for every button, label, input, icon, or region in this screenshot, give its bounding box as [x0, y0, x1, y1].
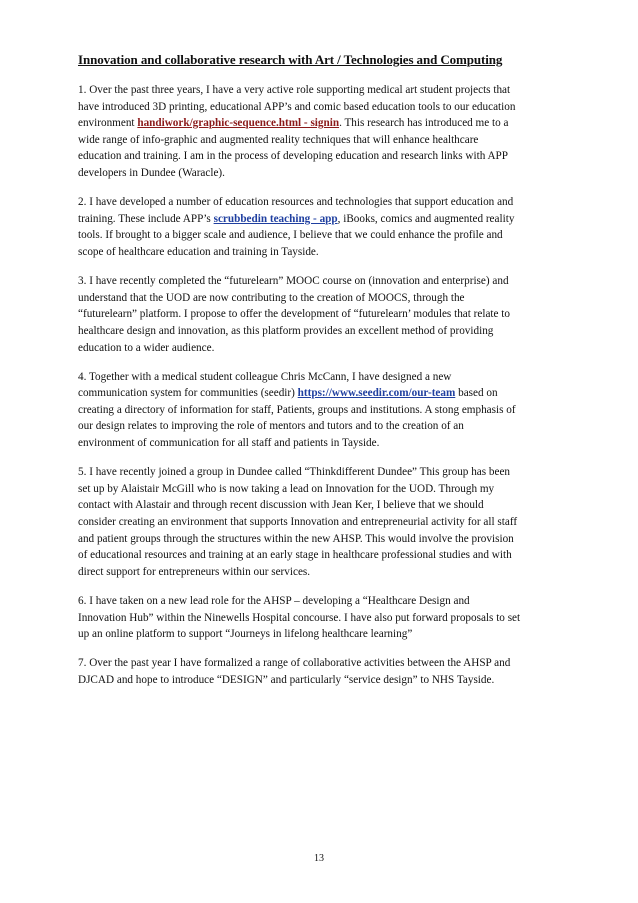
- text-segment: , iBooks, comics and augmented reality: [337, 212, 515, 225]
- text-line: [78, 290, 600, 307]
- text-segment: tools. If brought to a bigger scale and audience, I believe that we could enhance the profile and: [78, 229, 503, 242]
- paragraph-5: [78, 464, 600, 580]
- text-segment: healthcare design and innovation, as this platform provides an excellent method of providing: [78, 324, 494, 337]
- paragraph-1: [78, 82, 600, 182]
- text-segment: 3. I have recently completed the “futurelearn” MOOC course on (innovation and enterprise) and: [78, 275, 509, 288]
- text-line: [78, 194, 600, 211]
- text-line: [78, 82, 600, 99]
- hyperlink[interactable]: scrubbedin teaching - app: [213, 212, 338, 225]
- text-segment: . This research has introduced me to a: [339, 117, 509, 130]
- text-line: [78, 547, 600, 564]
- text-line: [78, 610, 600, 627]
- text-segment: developers in Dundee (Waracle).: [78, 166, 225, 179]
- text-segment: 2. I have developed a number of education resources and technologies that support education and: [78, 196, 514, 209]
- text-segment: contact with Alastair and through recent discussion with Jean Ker, I believe that we should: [78, 499, 484, 512]
- text-line: [78, 385, 600, 402]
- text-line: [78, 531, 600, 548]
- text-line: [78, 435, 600, 452]
- text-line: [78, 514, 600, 531]
- page-heading: Innovation and collaborative research with Art / Technologies and Computing: [78, 52, 503, 67]
- text-line: [78, 148, 600, 165]
- page-number: 13: [314, 853, 324, 864]
- text-segment: “futurelearn” platform. I propose to offer the development of “futurelearn’ modules that relate to: [78, 308, 510, 321]
- text-segment: scope of healthcare education and training in Tayside.: [78, 245, 319, 258]
- text-line: [78, 165, 600, 182]
- text-line: [78, 369, 600, 386]
- text-line: [78, 340, 600, 357]
- text-line: [78, 497, 600, 514]
- paragraph-2: [78, 194, 600, 260]
- text-line: [78, 323, 600, 340]
- text-segment: 1. Over the past three years, I have a very active role supporting medical art student projects that: [78, 84, 511, 96]
- text-line: [78, 593, 600, 610]
- text-segment: consider creating an environment that supports Innovation and entrepreneurial activity for all staff: [78, 516, 518, 529]
- text-line: [78, 418, 600, 435]
- body-text: [78, 82, 600, 701]
- text-segment: 7. Over the past year I have formalized a range of collaborative activities between the AHSP and: [78, 657, 511, 670]
- text-segment: our design relates to improving the role of mentors and tutors and to the creation of an: [78, 420, 464, 433]
- text-segment: 6. I have taken on a new lead role for the AHSP – developing a “Healthcare Design and: [78, 595, 470, 607]
- text-segment: understand that the UOD are now contributing to the creation of MOOCS, through the: [78, 291, 465, 304]
- text-line: [78, 132, 600, 149]
- text-line: [78, 564, 600, 581]
- text-line: [78, 464, 600, 481]
- text-segment: have introduced 3D printing, educational APP’s and comic based education tools to our education: [78, 100, 516, 113]
- text-segment: training. These include APP’s: [78, 212, 214, 225]
- text-line: [78, 672, 600, 689]
- text-segment: DJCAD and hope to introduce “DESIGN” and particularly “service design” to NHS Tayside.: [78, 673, 495, 686]
- text-segment: environment: [78, 117, 138, 130]
- text-segment: education to a wider audience.: [78, 341, 215, 354]
- text-line: [78, 273, 600, 290]
- text-line: [78, 244, 600, 261]
- text-segment: communication system for communities (seedir): [78, 387, 298, 400]
- text-segment: creating a directory of information for staff, Patients, groups and institutions. A stong emphasis of: [78, 403, 516, 416]
- hyperlink[interactable]: https://www.seedir.com/our-team: [297, 387, 456, 400]
- text-segment: up an online platform to support “Journeys in lifelong healthcare learning”: [78, 628, 413, 641]
- text-segment: set up by Alaistair McGill who is now taking a lead on Innovation for the UOD. Through my: [78, 482, 495, 495]
- hyperlink[interactable]: handiwork/graphic-sequence.html - signin: [137, 117, 340, 130]
- text-line: [78, 211, 600, 228]
- text-line: [78, 626, 600, 643]
- paragraph-4: [78, 369, 600, 452]
- text-segment: based on: [455, 387, 498, 400]
- text-line: [78, 402, 600, 419]
- text-segment: of educational resources and training at an early stage in healthcare professional studies and with: [78, 549, 512, 562]
- paragraph-3: [78, 273, 600, 356]
- text-segment: Innovation Hub” within the Ninewells Hospital concourse. I have also put forward proposals to set: [78, 611, 521, 624]
- text-line: [78, 115, 600, 132]
- text-line: [78, 481, 600, 498]
- text-segment: education and training. I am in the process of developing education and research links with APP: [78, 150, 508, 163]
- text-segment: environment of communication for all staff and patients in Tayside.: [78, 437, 380, 450]
- text-segment: 4. Together with a medical student colleague Chris McCann, I have designed a new: [78, 370, 452, 383]
- text-segment: and patient groups through the structures within the new AHSP. This would involve the provision: [78, 532, 514, 545]
- text-line: [78, 655, 600, 672]
- text-segment: wide range of info-graphic and augmented reality techniques that will enhance healthcare: [78, 133, 479, 146]
- text-segment: 5. I have recently joined a group in Dundee called “Thinkdifferent Dundee” This group has been: [78, 466, 511, 479]
- text-line: [78, 306, 600, 323]
- paragraph-7: [78, 655, 600, 688]
- text-line: [78, 99, 600, 116]
- text-line: [78, 227, 600, 244]
- paragraph-6: [78, 593, 600, 643]
- text-segment: direct support for entrepreneurs within our services.: [78, 565, 311, 578]
